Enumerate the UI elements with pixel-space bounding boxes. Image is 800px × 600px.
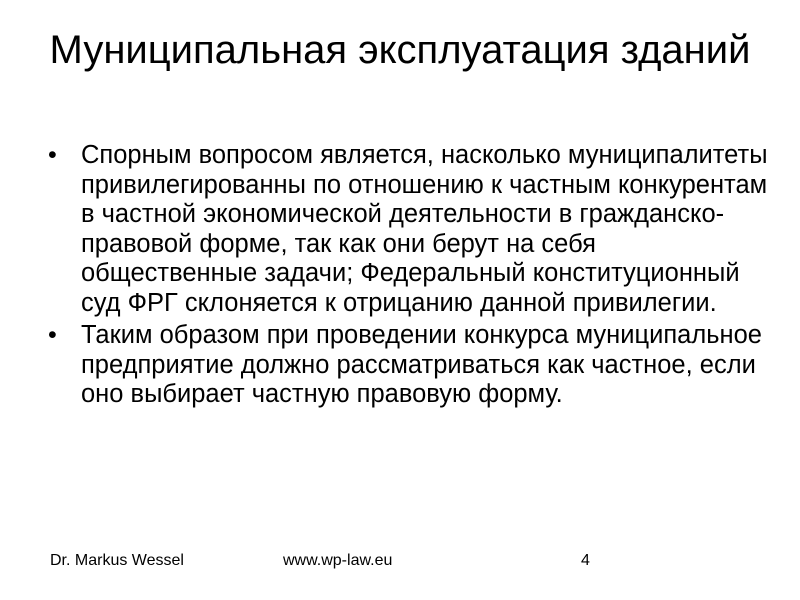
footer-url: www.wp-law.eu xyxy=(283,552,393,569)
footer-author: Dr. Markus Wessel xyxy=(50,552,184,569)
bullet-item xyxy=(48,141,768,318)
bullet-dot-icon: • xyxy=(48,141,57,169)
bullet-list xyxy=(48,141,768,413)
bullet-dot-icon: • xyxy=(48,321,57,349)
slide-title: Муниципальная эксплуатация зданий xyxy=(49,28,751,72)
bullet-text: Таким образом при проведении конкурса муниципальное предприятие должно рассматриваться как частное, если оно выбирает частную правовую форму. xyxy=(81,321,762,408)
bullet-text: Спорным вопросом является, насколько муниципалитеты привилегированны по отношению к частным конкурентам в частной экономической деятельности в гражданско-правовой форме, так как они берут на себя общественные задачи; Федеральный конституционный суд ФРГ склоняется к отрицанию данной привилегии. xyxy=(81,141,768,317)
bullet-item xyxy=(48,321,768,410)
footer-page-number: 4 xyxy=(581,552,590,569)
